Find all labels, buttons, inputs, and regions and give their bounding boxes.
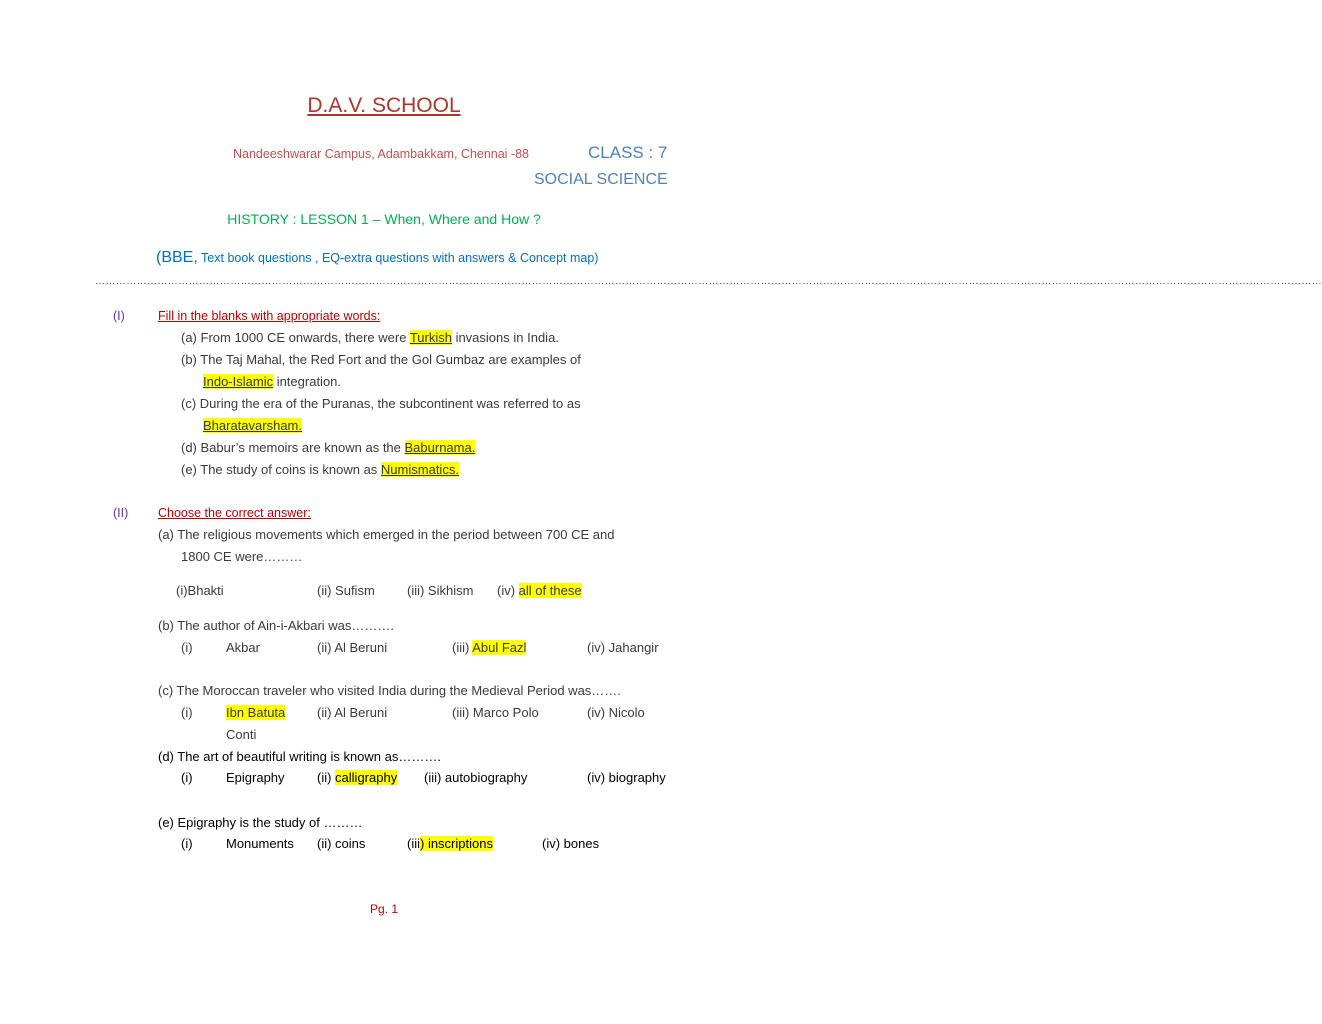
s2-q-a-line2: 1800 CE were……… (181, 549, 303, 564)
s1-item-b-line2: Indo-Islamic integration. (203, 374, 342, 389)
s1-item-c-line1: (c) During the era of the Puranas, the subcontinent was referred to as (181, 396, 581, 411)
s2-q-c: (c) The Moroccan traveler who visited India during the Medieval Period was……. (158, 683, 621, 698)
s2-q-d-opt1: Epigraphy (226, 770, 285, 785)
section2-title: Choose the correct answer: (158, 506, 311, 520)
campus-address: Nandeeshwarar Campus, Adambakkam, Chennai -88 (233, 147, 529, 161)
bbe-lead: (BBE, (156, 249, 198, 266)
s2-q-a-opt3: (iii) Sikhism (407, 583, 474, 598)
s1-item-a: (a) From 1000 CE onwards, there were Turkish invasions in India. (181, 330, 559, 345)
s2-q-b-opt4: (iv) Jahangir (587, 640, 659, 655)
answer-calligraphy: calligraphy (335, 770, 398, 785)
s2-q-a-opt4: (iv) all of these (497, 583, 582, 598)
class-label: CLASS : 7 (588, 143, 668, 162)
s1-item-b-line1: (b) The Taj Mahal, the Red Fort and the Gol Gumbaz are examples of (181, 352, 581, 367)
s2-q-a-opt2: (ii) Sufism (317, 583, 375, 598)
subject-label: SOCIAL SCIENCE (534, 171, 668, 188)
s2-q-d: (d) The art of beautiful writing is known as………. (158, 749, 441, 764)
s1-item-e: (e) The study of coins is known as Numismatics. (181, 462, 459, 477)
answer-indo-islamic: Indo-Islamic (203, 374, 274, 389)
s2-q-c-opt3: (iii) Marco Polo (452, 705, 539, 720)
s2-q-c-opt4-cont: Conti (226, 727, 257, 742)
answer-baburnama: Baburnama. (404, 440, 476, 455)
section2-number: (II) (113, 506, 129, 520)
bbe-rest: Text book questions , EQ-extra questions with answers & Concept map) (197, 251, 599, 265)
section1-number: (I) (113, 309, 125, 323)
dotted-divider: ………………………………………………………………………………………………………………………………………………………………………………………………………………………………………………………………………………………………………………………… (95, 276, 1322, 287)
lesson-title: HISTORY : LESSON 1 – When, Where and How ? (227, 211, 541, 227)
s2-q-c-opt4: (iv) Nicolo (587, 705, 645, 720)
s2-q-c-opt2: (ii) Al Beruni (317, 705, 388, 720)
answer-bharatavarsham: Bharatavarsham. (203, 418, 302, 433)
s2-q-e: (e) Epigraphy is the study of ……… (158, 815, 363, 830)
s2-q-c-opt1 (226, 705, 285, 720)
s2-q-d-opt2: (ii) calligraphy (317, 770, 398, 785)
s2-q-e-opt4: (iv) bones (542, 836, 600, 851)
answer-abul-fazl: Abul Fazl (472, 640, 527, 655)
s2-q-c-opt1-num: (i) (181, 705, 193, 720)
s2-q-d-opt3: (iii) autobiography (424, 770, 528, 785)
s2-q-b: (b) The author of Ain-i-Akbari was………. (158, 618, 395, 633)
s2-q-b-opt1-num: (i) (181, 640, 193, 655)
section1-title: Fill in the blanks with appropriate words: (158, 309, 381, 323)
s2-q-d-opt4: (iv) biography (587, 770, 666, 785)
school-name: D.A.V. SCHOOL (307, 94, 461, 117)
page-number: Pg. 1 (369, 902, 399, 916)
s2-q-b-opt3: (iii) Abul Fazl (452, 640, 527, 655)
s1-item-d: (d) Babur’s memoirs are known as the Baburnama. (181, 440, 476, 455)
s2-q-b-opt2: (ii) Al Beruni (317, 640, 388, 655)
s2-q-e-opt1: Monuments (226, 836, 294, 851)
bbe-note (156, 249, 598, 267)
s1-item-c-line2 (203, 418, 302, 433)
s2-q-e-opt2: (ii) coins (317, 836, 366, 851)
answer-numismatics: Numismatics. (380, 462, 459, 477)
s2-q-a-opt1: (i)Bhakti (176, 583, 224, 598)
answer-inscriptions: ) inscriptions (420, 836, 493, 851)
s2-q-e-opt3: (iii) inscriptions (407, 836, 493, 851)
s2-q-b-opt1: Akbar (226, 640, 260, 655)
answer-ibn-batuta: Ibn Batuta (226, 705, 286, 720)
s2-q-e-opt1-num: (i) (181, 836, 193, 851)
answer-all-of-these: all of these (518, 583, 582, 598)
s2-q-d-opt1-num: (i) (181, 770, 193, 785)
answer-turkish: Turkish (409, 330, 452, 345)
s2-q-a-line1: (a) The religious movements which emerged in the period between 700 CE and (158, 527, 615, 542)
